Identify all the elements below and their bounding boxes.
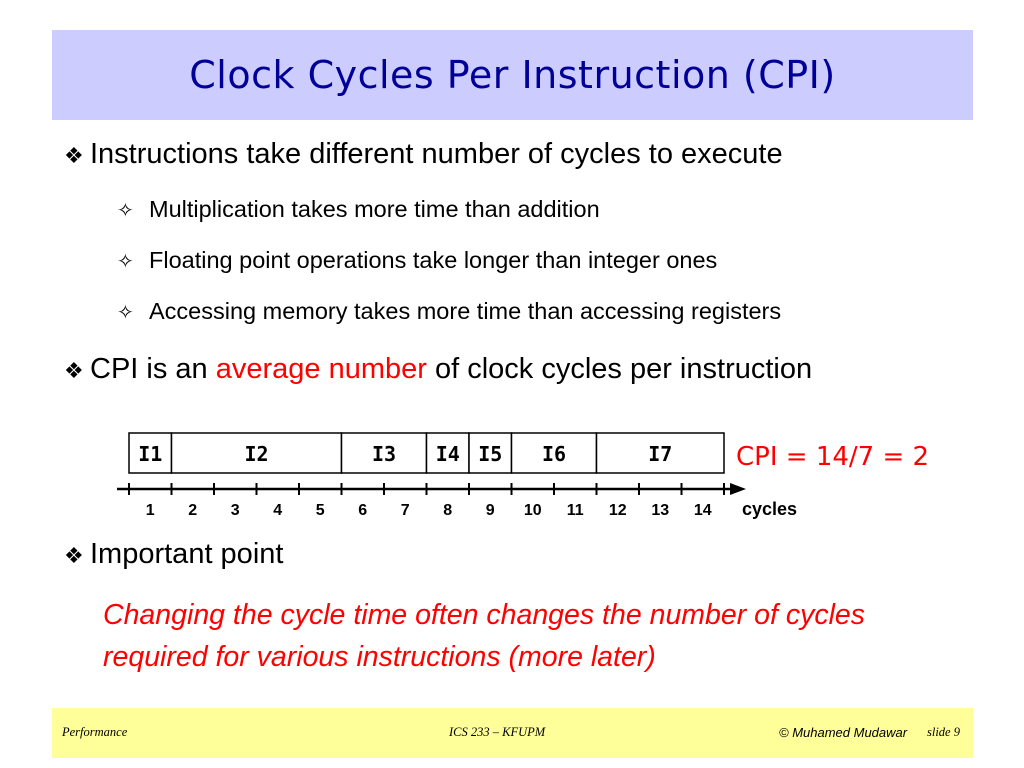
instruction-label: I4	[435, 442, 460, 466]
instruction-label: I2	[244, 442, 269, 466]
instruction-label: I7	[648, 442, 673, 466]
footer-course: ICS 233 – KFUPM	[449, 725, 546, 739]
sub-bullet-text: Accessing memory takes more time than accessing registers	[149, 298, 782, 324]
instruction-boxes	[129, 433, 724, 473]
cycle-tick-label: 14	[693, 502, 712, 519]
diamond-bullet-icon: ❖	[64, 543, 84, 568]
slide-title: Clock Cycles Per Instruction (CPI)	[189, 53, 836, 97]
cycle-tick-label: 13	[651, 502, 670, 519]
cpi-formula: CPI = 14/7 = 2	[736, 442, 930, 472]
cycle-tick-label: 3	[230, 502, 240, 519]
bullet-text-after: of clock cycles per instruction	[426, 353, 813, 385]
bullet-text: Instructions take different number of cycles to execute	[90, 138, 783, 170]
cycle-tick-label: 9	[485, 502, 495, 519]
bullet-important-point	[64, 538, 283, 571]
bullet-text-before: CPI is an	[90, 353, 216, 385]
cycle-axis	[117, 483, 746, 519]
important-note: Changing the cycle time often changes the number of cycles required for various instructions (more later)	[103, 599, 866, 673]
instruction-label: I6	[541, 442, 567, 466]
sub-bullet-text: Floating point operations take longer than integer ones	[149, 247, 718, 273]
footer-slide-number: slide 9	[927, 725, 960, 739]
cycle-tick-label: 2	[188, 502, 198, 519]
footer-topic: Performance	[62, 725, 128, 739]
slide-footer	[52, 708, 973, 758]
cycle-tick-label: 12	[608, 502, 627, 519]
instruction-label: I1	[138, 442, 163, 466]
cycle-tick-label: 6	[358, 502, 368, 519]
sub-bullet-text: Multiplication takes more time than addition	[149, 196, 600, 222]
star-bullet-icon: ✧	[117, 251, 134, 273]
star-bullet-icon: ✧	[117, 200, 134, 222]
cycle-tick-label: 5	[315, 502, 325, 519]
cycle-tick-label: 7	[400, 502, 410, 519]
instruction-label: I5	[478, 442, 503, 466]
bullet-text: Important point	[90, 538, 284, 570]
cycle-tick-label: 8	[443, 502, 453, 519]
diamond-bullet-icon: ❖	[64, 358, 84, 383]
bullet-text-highlight: average number	[215, 353, 427, 385]
instruction-label: I3	[371, 442, 397, 466]
cycle-tick-label: 11	[566, 502, 584, 519]
axis-arrow-icon	[730, 483, 746, 495]
footer-author: © Muhamed Mudawar	[779, 725, 908, 740]
cycle-tick-label: 1	[145, 502, 155, 519]
cycles-axis-label: cycles	[742, 499, 798, 519]
cycle-tick-label: 10	[523, 502, 542, 519]
star-bullet-icon: ✧	[117, 302, 134, 324]
diamond-bullet-icon: ❖	[64, 143, 84, 168]
cycle-tick-label: 4	[273, 502, 283, 519]
